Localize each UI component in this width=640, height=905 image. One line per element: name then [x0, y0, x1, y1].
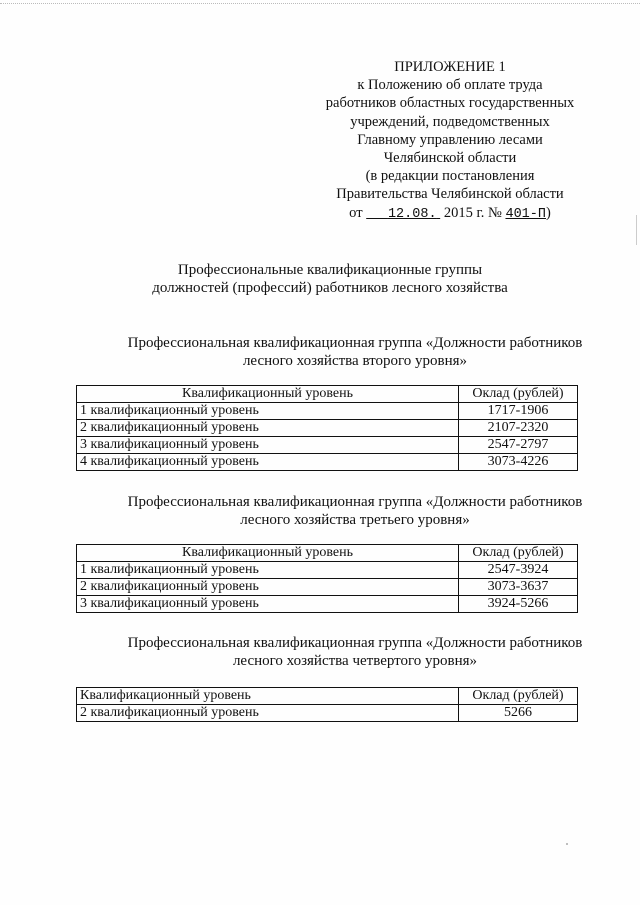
table-row	[77, 562, 578, 579]
level-cell: 3 квалификационный уровень	[77, 437, 459, 454]
scan-edge-right	[636, 215, 637, 245]
table-row	[77, 403, 578, 420]
level-cell: 1 квалификационный уровень	[77, 403, 459, 420]
appendix-header	[300, 58, 600, 224]
salary-table	[76, 544, 578, 613]
salary-cell: 2107-2320	[459, 420, 578, 437]
table-header-row	[77, 386, 578, 403]
table-row	[77, 579, 578, 596]
level-cell: 4 квалификационный уровень	[77, 454, 459, 471]
salary-cell: 1717-1906	[459, 403, 578, 420]
group-title	[110, 334, 600, 370]
header-line: Правительства Челябинской области	[336, 186, 564, 203]
header-line: (в редакции постановления	[365, 168, 535, 185]
date-prefix: от	[349, 204, 363, 221]
table-row	[77, 596, 578, 613]
date-year: 2015 г. №	[443, 204, 502, 221]
resolution-date: 12.08.	[387, 206, 437, 222]
group-title-line: лесного хозяйства второго уровня»	[242, 353, 468, 369]
group-title	[110, 634, 600, 670]
salary-cell: 2547-3924	[459, 562, 578, 579]
table-row	[77, 420, 578, 437]
table-row	[77, 705, 578, 722]
group-title-line: Профессиональная квалификационная группа «Должности работников	[127, 635, 583, 651]
group-title-line: Профессиональная квалификационная группа «Должности работников	[127, 494, 583, 510]
table-row	[77, 437, 578, 454]
document-title	[80, 261, 580, 297]
level-cell: 3 квалификационный уровень	[77, 596, 459, 613]
group-title-line: лесного хозяйства третьего уровня»	[240, 512, 470, 528]
scan-edge-top	[0, 3, 640, 6]
resolution-number: 401-П	[505, 206, 546, 222]
column-header-level: Квалификационный уровень	[77, 386, 459, 403]
table-row	[77, 454, 578, 471]
salary-cell: 5266	[459, 705, 578, 722]
table-header-row	[77, 545, 578, 562]
column-header-level: Квалификационный уровень	[77, 545, 459, 562]
level-cell: 2 квалификационный уровень	[77, 420, 459, 437]
table-header-row	[77, 688, 578, 705]
header-line: учреждений, подведомственных	[350, 113, 550, 130]
salary-cell: 3073-4226	[459, 454, 578, 471]
resolution-date-line	[300, 204, 600, 224]
date-underline-left	[366, 205, 388, 221]
header-line: Главному управлению лесами	[357, 131, 543, 148]
group-title	[110, 493, 600, 529]
appendix-label: ПРИЛОЖЕНИЕ 1	[394, 59, 506, 75]
column-header-salary: Оклад (рублей)	[459, 545, 578, 562]
salary-cell: 3924-5266	[459, 596, 578, 613]
header-line: к Положению об оплате труда	[357, 77, 543, 94]
level-cell: 2 квалификационный уровень	[77, 579, 459, 596]
group-title-line: Профессиональная квалификационная группа «Должности работников	[127, 335, 583, 351]
date-suffix: )	[545, 204, 551, 221]
group-title-line: лесного хозяйства четвертого уровня»	[232, 653, 478, 669]
scan-speck	[566, 843, 568, 845]
title-line: должностей (профессий) работников лесного хозяйства	[152, 280, 508, 296]
date-underline-right	[437, 205, 441, 221]
salary-table	[76, 385, 578, 471]
column-header-salary: Оклад (рублей)	[459, 688, 578, 705]
column-header-level: Квалификационный уровень	[77, 688, 459, 705]
header-line: работников областных государственных	[325, 95, 575, 112]
level-cell: 2 квалификационный уровень	[77, 705, 459, 722]
salary-cell: 3073-3637	[459, 579, 578, 596]
title-line: Профессиональные квалификационные группы	[177, 262, 483, 278]
salary-cell: 2547-2797	[459, 437, 578, 454]
column-header-salary: Оклад (рублей)	[459, 386, 578, 403]
salary-table	[76, 687, 578, 722]
header-line: Челябинской области	[383, 150, 517, 167]
level-cell: 1 квалификационный уровень	[77, 562, 459, 579]
